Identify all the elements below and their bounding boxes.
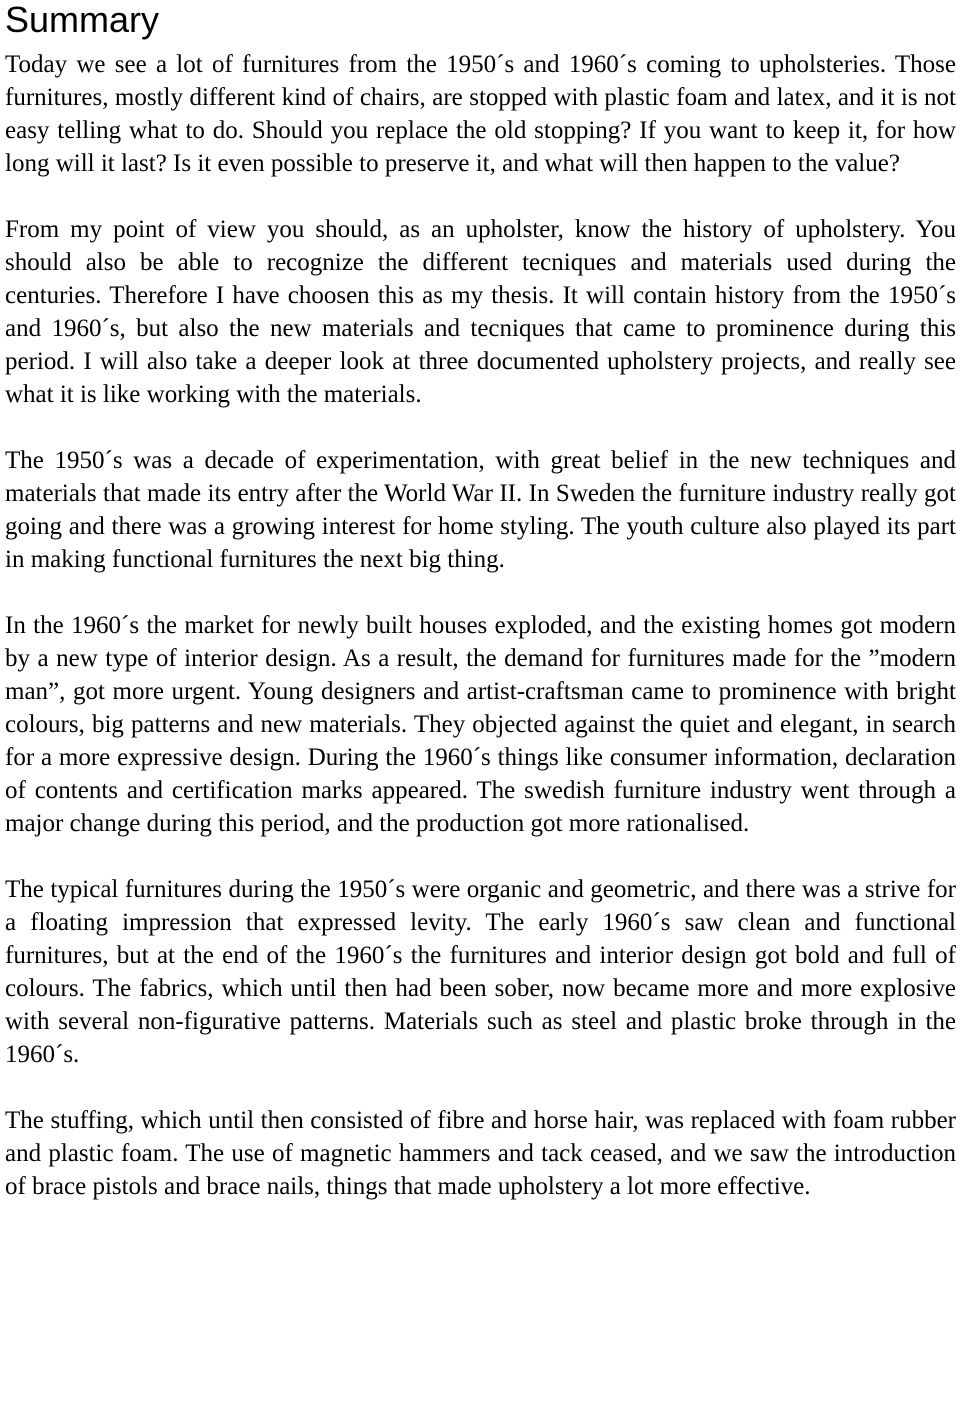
- paragraph-1950s: The 1950´s was a decade of experimentation, with great belief in the new techniques and materials that made its entry after the World War II. In Sweden the furniture industry really got going and there was a growing interest for home styling. The youth culture also played its part in making functional furnitures the next big thing.: [5, 447, 956, 573]
- paragraph-thesis: From my point of view you should, as an upholster, know the history of upholstery. You should also be able to recognize the different tecniques and materials used during the centuries. Therefore I have choosen this as my thesis. It will contain history from the 1950´s and 1960´s, but also the new materials and tecniques that came to prominence during this period. I will also take a deeper look at three documented upholstery projects, and really see what it is like working with the materials.: [5, 216, 956, 408]
- page-title: Summary: [5, 0, 160, 40]
- document-page: [5, 0, 956, 1203]
- paragraph-typical-furnitures: The typical furnitures during the 1950´s were organic and geometric, and there was a strive for a floating impression that expressed levity. The early 1960´s saw clean and functional furnitures, but at the end of the 1960´s the furnitures and interior design got bold and full of colours. The fabrics, which until then had been sober, now became more and more explosive with several non-figurative patterns. Materials such as steel and plastic broke through in the 1960´s.: [5, 876, 956, 1068]
- paragraph-1960s: In the 1960´s the market for newly built houses exploded, and the existing homes got modern by a new type of interior design. As a result, the demand for furnitures made for the ”modern man”, got more urgent. Young designers and artist-craftsman came to prominence with bright colours, big patterns and new materials. They objected against the quiet and elegant, in search for a more expressive design. During the 1960´s things like consumer information, declaration of contents and certification marks appeared. The swedish furniture industry went through a major change during this period, and the production got more rationalised.: [5, 612, 956, 837]
- paragraph-stuffing: The stuffing, which until then consisted of fibre and horse hair, was replaced with foam rubber and plastic foam. The use of magnetic hammers and tack ceased, and we saw the introduction of brace pistols and brace nails, things that made upholstery a lot more effective.: [5, 1107, 956, 1200]
- paragraph-intro: Today we see a lot of furnitures from the 1950´s and 1960´s coming to upholsteries. Those furnitures, mostly different kind of chairs, are stopped with plastic foam and latex, and it is not easy telling what to do. Should you replace the old stopping? If you want to keep it, for how long will it last? Is it even possible to preserve it, and what will then happen to the value?: [5, 51, 956, 177]
